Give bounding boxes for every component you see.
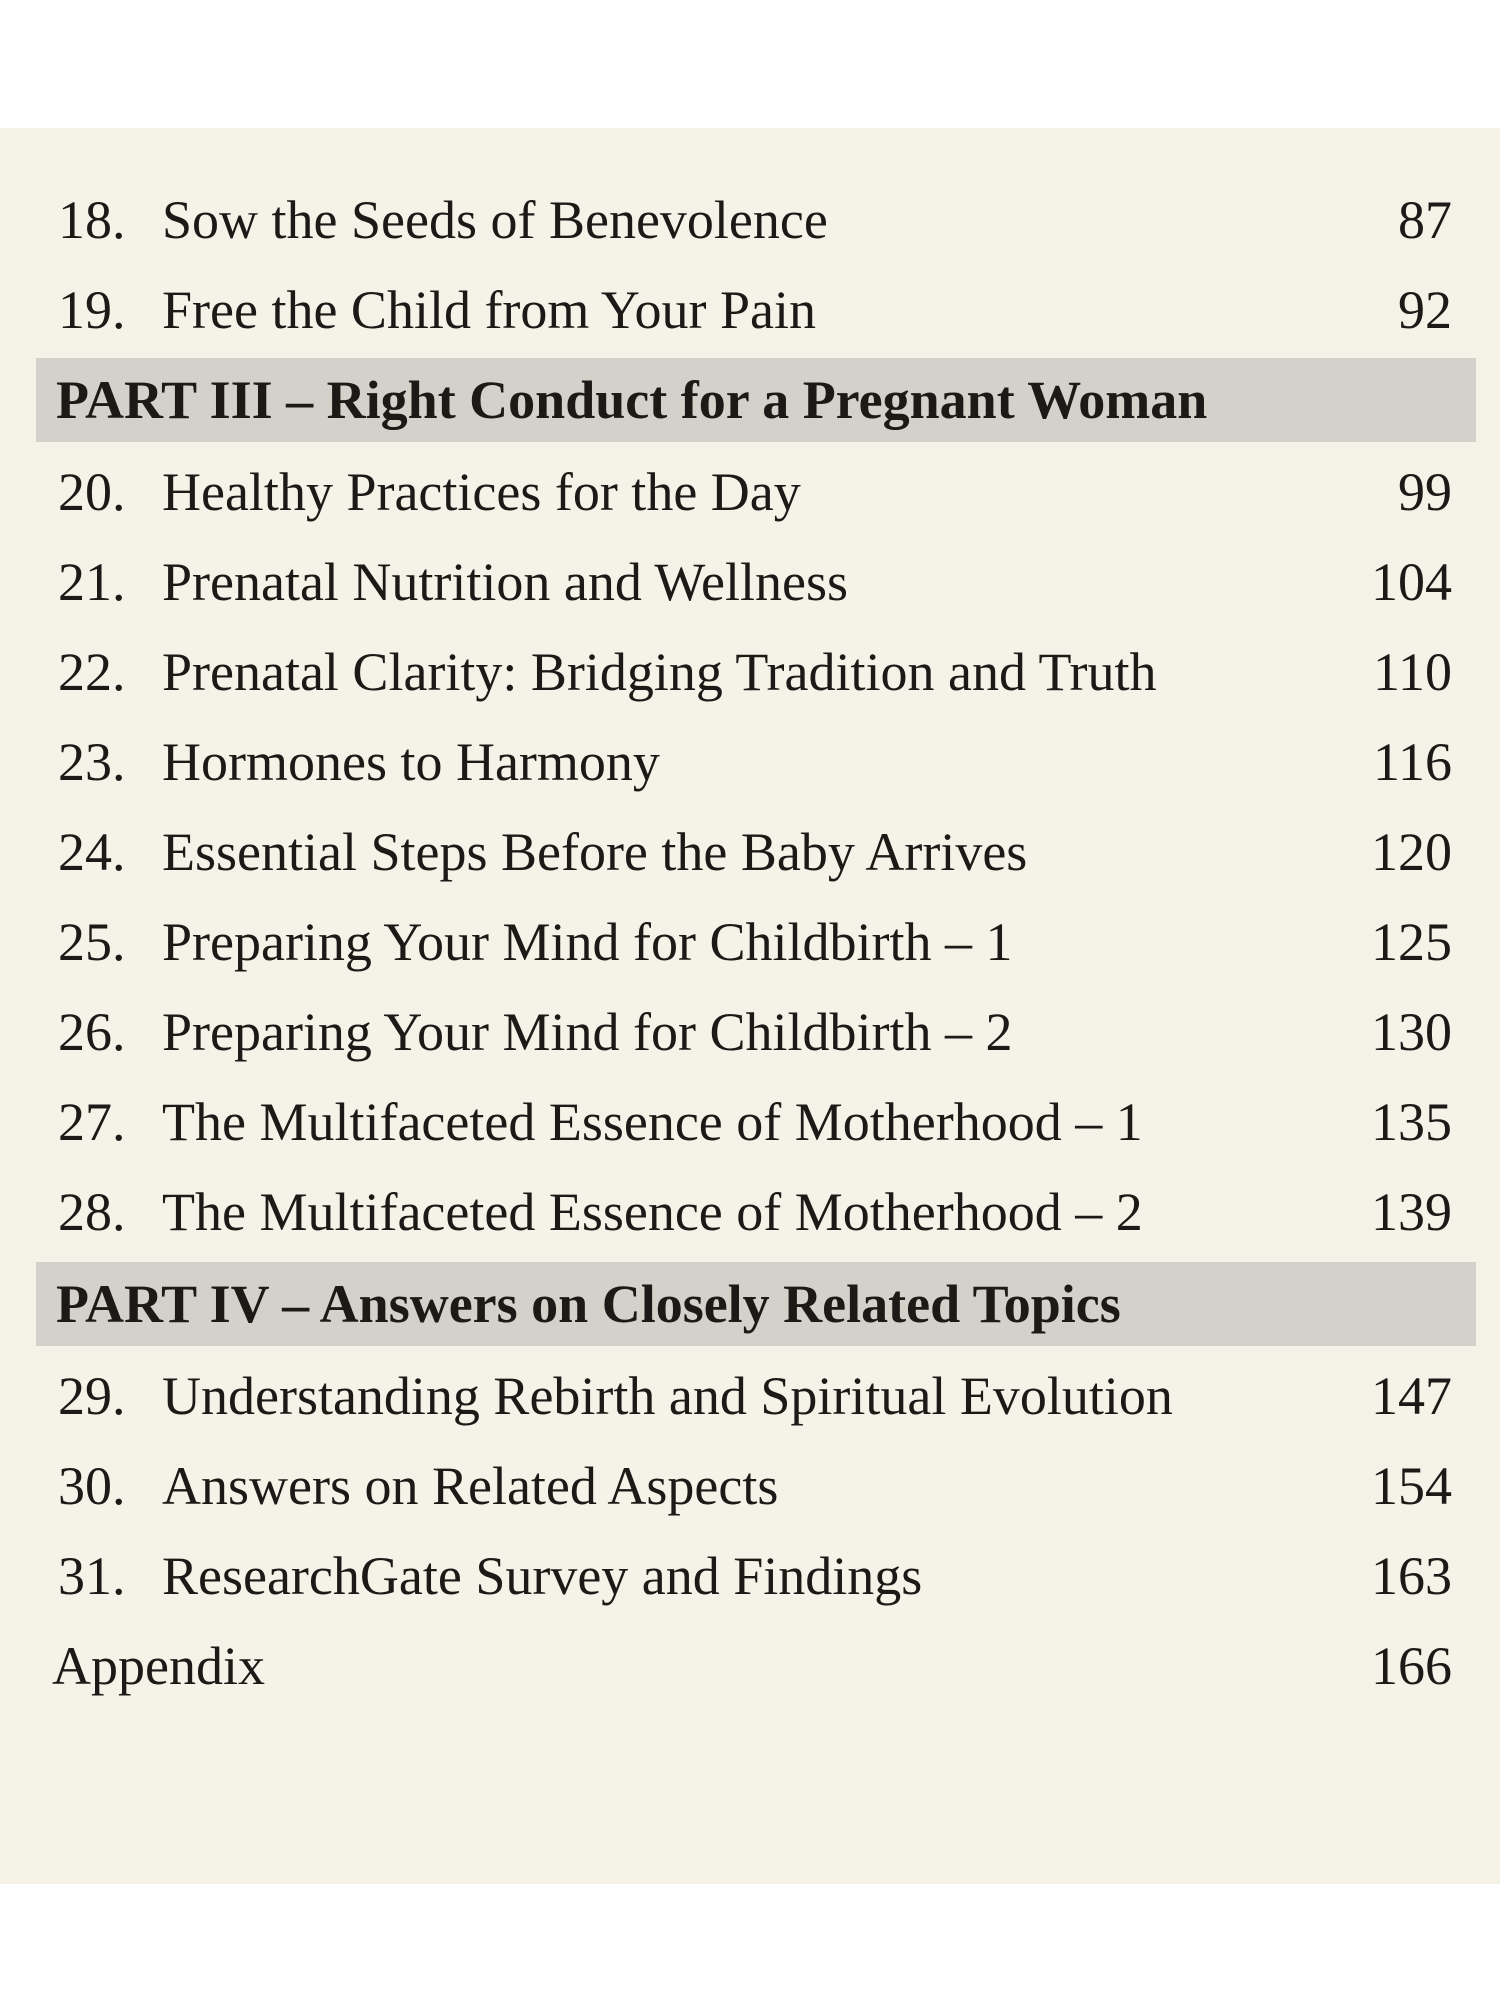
page-number: 130 [1371,1002,1452,1062]
toc-entry-29 [52,1354,1452,1438]
toc-entry-22 [52,630,1452,714]
toc-entry-26 [52,990,1452,1074]
part-title: PART III – Right Conduct for a Pregnant Woman [56,370,1208,430]
page-number: 92 [1398,280,1452,340]
toc-entry-23 [52,720,1452,804]
chapter-title: The Multifaceted Essence of Motherhood – 2 [162,1182,1143,1242]
chapter-title: Hormones to Harmony [162,732,660,792]
chapter-title: Sow the Seeds of Benevolence [162,190,828,250]
chapter-number: 29. [58,1366,126,1426]
table-of-contents [0,128,1500,1884]
chapter-title: The Multifaceted Essence of Motherhood – 1 [162,1092,1143,1152]
page-number: 104 [1371,552,1452,612]
part-title: PART IV – Answers on Closely Related Topics [56,1274,1121,1334]
chapter-number: 21. [58,552,126,612]
toc-entry-19 [52,268,1452,352]
page-number: 139 [1371,1182,1452,1242]
toc-entry-24 [52,810,1452,894]
chapter-number: 18. [58,190,126,250]
chapter-title: Answers on Related Aspects [162,1456,779,1516]
page-number: 99 [1398,462,1452,522]
part-heading-3 [36,358,1476,442]
chapter-title: Prenatal Nutrition and Wellness [162,552,849,612]
chapter-number: 26. [58,1002,126,1062]
chapter-number: 28. [58,1182,126,1242]
chapter-number: 20. [58,462,126,522]
chapter-number: 31. [58,1546,126,1606]
chapter-title: Essential Steps Before the Baby Arrives [162,822,1028,882]
toc-entry-30 [52,1444,1452,1528]
page-number: 147 [1371,1366,1452,1426]
chapter-number: 24. [58,822,126,882]
part-heading-4 [36,1262,1476,1346]
chapter-title: ResearchGate Survey and Findings [162,1546,923,1606]
chapter-title: Healthy Practices for the Day [162,462,801,522]
toc-entry-18 [52,178,1452,262]
chapter-number: 23. [58,732,126,792]
toc-entry-27 [52,1080,1452,1164]
chapter-title: Prenatal Clarity: Bridging Tradition and Truth [162,642,1157,702]
book-page [0,128,1500,1884]
chapter-title: Preparing Your Mind for Childbirth – 1 [162,912,1013,972]
page-number: 116 [1373,732,1452,792]
chapter-number: 30. [58,1456,126,1516]
toc-entry-20 [52,450,1452,534]
chapter-title: Understanding Rebirth and Spiritual Evolution [162,1366,1173,1426]
toc-entry-appendix [52,1624,1452,1708]
page-number: 163 [1371,1546,1452,1606]
chapter-title: Preparing Your Mind for Childbirth – 2 [162,1002,1013,1062]
page-number: 166 [1371,1636,1452,1696]
toc-entry-28 [52,1170,1452,1254]
chapter-title: Free the Child from Your Pain [162,280,816,340]
page-number: 110 [1373,642,1452,702]
page-number: 120 [1371,822,1452,882]
page-number: 87 [1398,190,1452,250]
appendix-title: Appendix [52,1636,265,1696]
page-number: 154 [1371,1456,1452,1516]
chapter-number: 19. [58,280,126,340]
page-number: 125 [1371,912,1452,972]
chapter-number: 22. [58,642,126,702]
toc-entry-25 [52,900,1452,984]
toc-entry-21 [52,540,1452,624]
chapter-number: 27. [58,1092,126,1152]
toc-entry-31 [52,1534,1452,1618]
page-number: 135 [1371,1092,1452,1152]
chapter-number: 25. [58,912,126,972]
